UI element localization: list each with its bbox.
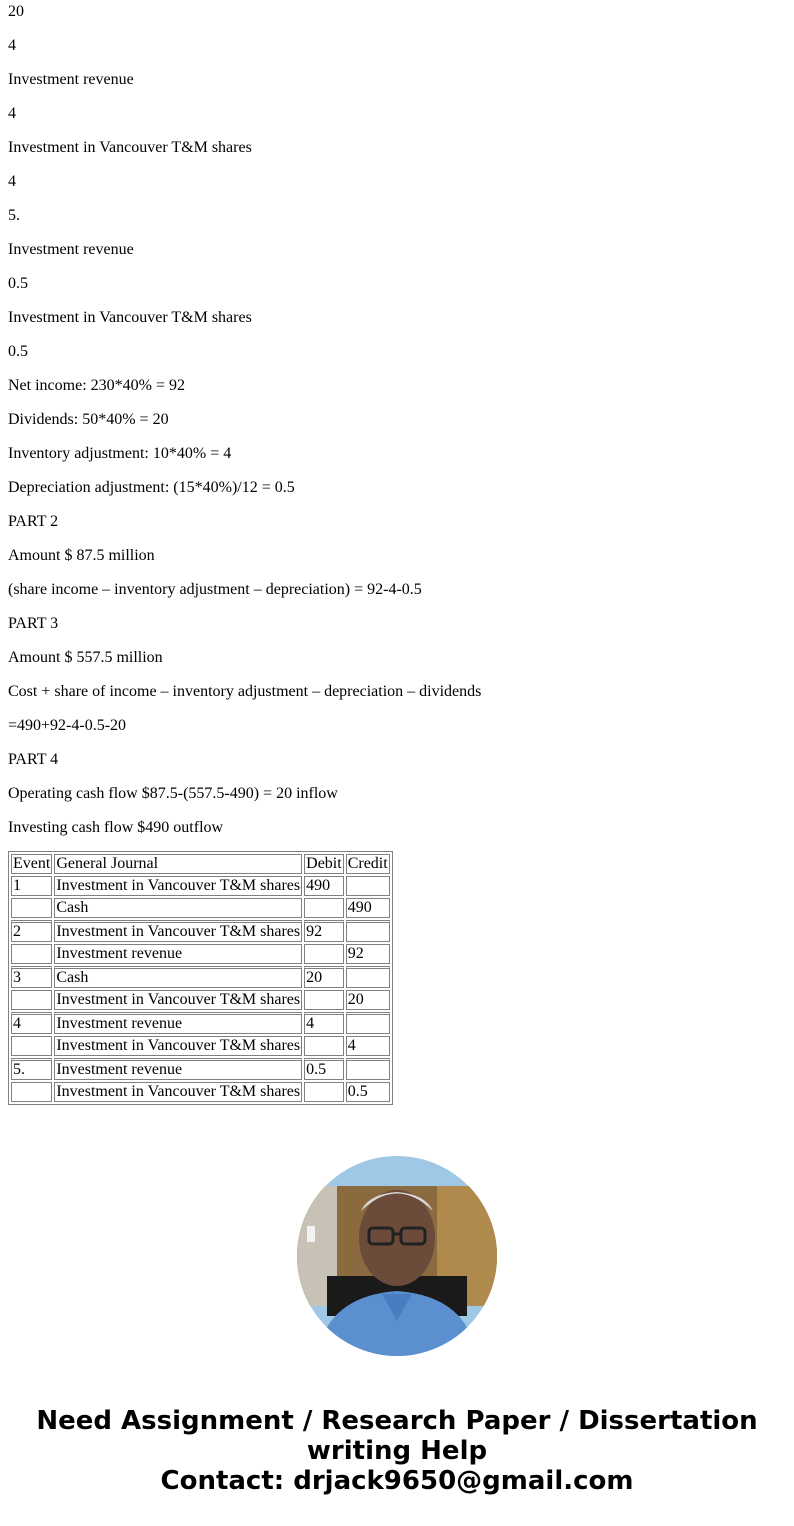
text-line: 0.5 xyxy=(8,275,28,292)
document-body xyxy=(0,3,794,1105)
table-header-row xyxy=(11,854,390,874)
event-cell: 1 xyxy=(11,876,52,896)
text-line: Investment in Vancouver T&M shares xyxy=(8,309,252,326)
credit-cell: 20 xyxy=(346,990,390,1010)
account-cell: Investment in Vancouver T&M shares xyxy=(56,1083,301,1100)
event-cell xyxy=(11,1082,52,1102)
part-3-heading: PART 3 xyxy=(8,615,59,632)
debit-cell: 20 xyxy=(304,966,344,988)
column-header-event: Event xyxy=(13,855,51,872)
account-cell: Cash xyxy=(54,898,302,918)
debit-cell: 490 xyxy=(304,876,344,896)
portrait-icon xyxy=(297,1156,497,1356)
investing-cash-flow-line: Investing cash flow $490 outflow xyxy=(8,819,224,836)
account-cell: Investment in Vancouver T&M shares xyxy=(56,1037,301,1054)
debit-cell: 92 xyxy=(304,920,344,942)
part-2-formula: (share income – inventory adjustment – depreciation) = 92-4-0.5 xyxy=(8,581,422,598)
text-line: 4 xyxy=(8,173,16,190)
part-3-description: Cost + share of income – inventory adjustment – depreciation – dividends xyxy=(8,683,482,700)
event-cell: 4 xyxy=(11,1012,52,1034)
event-cell: 5. xyxy=(11,1058,52,1080)
event-cell xyxy=(11,990,52,1010)
account-cell: Cash xyxy=(54,966,302,988)
account-cell: Investment revenue xyxy=(54,1058,302,1080)
event-cell: 3 xyxy=(11,966,52,988)
credit-cell: 92 xyxy=(346,944,390,964)
inventory-adjustment-line: Inventory adjustment: 10*40% = 4 xyxy=(8,445,232,462)
debit-cell: 0.5 xyxy=(304,1058,344,1080)
event-cell xyxy=(11,944,52,964)
credit-cell: 0.5 xyxy=(346,1082,390,1102)
banner-line: Need Assignment / Research Paper / Dissertation xyxy=(36,1406,758,1436)
avatar xyxy=(297,1156,497,1356)
account-cell: Investment in Vancouver T&M shares xyxy=(56,991,301,1008)
account-cell: Investment revenue xyxy=(54,944,302,964)
debit-cell xyxy=(304,1082,344,1102)
text-line: 4 xyxy=(8,37,16,54)
net-income-line: Net income: 230*40% = 92 xyxy=(8,377,185,394)
account-cell: Investment in Vancouver T&M shares xyxy=(54,920,302,942)
table-row xyxy=(11,1012,390,1034)
table-row xyxy=(11,1036,390,1056)
author-avatar xyxy=(297,1156,497,1356)
text-line: 4 xyxy=(8,105,16,122)
dividends-line: Dividends: 50*40% = 20 xyxy=(8,411,169,428)
text-line: Investment revenue xyxy=(8,241,134,258)
text-line: Investment in Vancouver T&M shares xyxy=(8,139,252,156)
credit-cell xyxy=(346,1058,390,1080)
credit-cell: 4 xyxy=(346,1036,390,1056)
credit-cell xyxy=(346,876,390,896)
part-3-amount: Amount $ 557.5 million xyxy=(8,649,163,666)
column-header-general-journal: General Journal xyxy=(54,854,302,874)
table-row xyxy=(11,1058,390,1080)
debit-cell xyxy=(304,990,344,1010)
text-line: Investment revenue xyxy=(8,71,134,88)
table-row xyxy=(11,898,390,918)
table-row xyxy=(11,1082,390,1102)
event-cell xyxy=(11,898,52,918)
debit-cell: 4 xyxy=(304,1012,344,1034)
debit-cell xyxy=(304,1036,344,1056)
column-header-debit: Debit xyxy=(306,855,342,872)
table-row xyxy=(11,966,390,988)
credit-cell: 490 xyxy=(346,898,390,918)
text-line: 5. xyxy=(8,207,20,224)
text-line: 0.5 xyxy=(8,343,28,360)
general-journal-table xyxy=(8,851,393,1105)
depreciation-adjustment-line: Depreciation adjustment: (15*40%)/12 = 0.5 xyxy=(8,479,295,496)
credit-cell xyxy=(346,920,390,942)
operating-cash-flow-line: Operating cash flow $87.5-(557.5-490) = 20 inflow xyxy=(8,785,338,802)
part-2-heading: PART 2 xyxy=(8,513,59,530)
part-3-formula: =490+92-4-0.5-20 xyxy=(8,717,127,734)
column-header-credit: Credit xyxy=(347,855,388,872)
contact-banner xyxy=(0,1406,794,1496)
account-cell: Investment revenue xyxy=(54,1012,302,1034)
table-row xyxy=(11,944,390,964)
table-row xyxy=(11,990,390,1010)
banner-line: writing Help xyxy=(306,1436,488,1466)
table-row xyxy=(11,876,390,896)
event-cell: 2 xyxy=(11,920,52,942)
debit-cell xyxy=(304,898,344,918)
text-line: 20 xyxy=(8,3,24,20)
part-4-heading: PART 4 xyxy=(8,751,59,768)
credit-cell xyxy=(346,966,390,988)
contact-email: Contact: drjack9650@gmail.com xyxy=(160,1466,634,1496)
credit-cell xyxy=(346,1012,390,1034)
event-cell xyxy=(11,1036,52,1056)
table-row xyxy=(11,920,390,942)
debit-cell xyxy=(304,944,344,964)
account-cell: Investment in Vancouver T&M shares xyxy=(56,877,301,894)
part-2-amount: Amount $ 87.5 million xyxy=(8,547,155,564)
